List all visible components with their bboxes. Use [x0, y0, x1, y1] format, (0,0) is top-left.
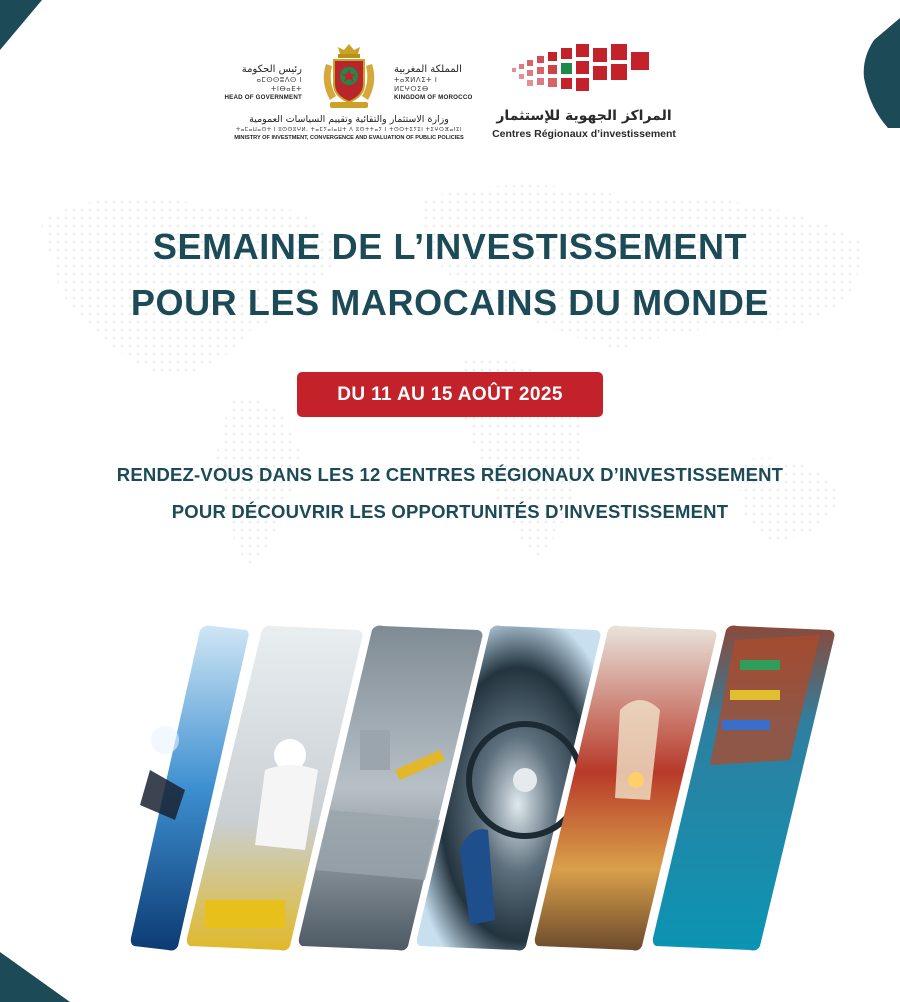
cri-mosaic-logo-icon — [510, 42, 660, 106]
subtitle-line-1: RENDEZ-VOUS DANS LES 12 CENTRES RÉGIONAUX D’INVESTISSEMENT — [116, 464, 784, 485]
ministry-label: وزارة الاستثمار والتقائية وتقييم السياسات العمومية ⵜⴰⵎⴰⵡⴰⵙⵜ ⵏ ⵓⵙⵙⵓⵖⵍ, ⵜⴰⵎⵢⴰⵏⴰⵡⵜ ⴷ ⵓⵙⵜⵜⴰⵢ ⵏ ⵜⵙⵔⵜⵉⵢⵉⵏ ⵜⵉⵖⵔⴼⴰⵏⵉⵏ MINISTRY OF INVESTMENT, CONVERGENCE AND EVALUATION OF PUBLIC POLICIES — [234, 114, 464, 141]
royal-crest-icon — [316, 42, 382, 110]
image-strip — [0, 620, 900, 960]
subtitle-line-2: POUR DÉCOUVRIR LES OPPORTUNITÉS D’INVESTISSEMENT — [171, 501, 729, 522]
cri-arabic-label: المراكز الجهوية للإستثمار — [496, 108, 672, 124]
government-logo-block — [224, 38, 474, 148]
corner-decoration-top-right — [860, 18, 900, 128]
kingdom-of-morocco-label: المملكة المغربية ⵜⴰⴳⵍⴷⵉⵜ ⵏ ⵍⵎⵖⵔⵉⴱ KINGDOM OF MOROCCO — [394, 64, 473, 101]
cri-latin-label: Centres Régionaux d’investissement — [492, 128, 676, 140]
date-badge: DU 11 AU 15 AOÛT 2025 — [297, 372, 603, 417]
cri-logo-block — [486, 42, 682, 142]
main-title-line-2: POUR LES MAROCAINS DU MONDE — [130, 282, 770, 323]
head-of-government-label: رئيس الحكومة ⴰⵎⵙⵙⵓⴷⵙ ⵏ ⵜⵏⴱⴰⴹⵜ HEAD OF GOVERNMENT — [224, 64, 302, 101]
corner-decoration-top-left — [0, 0, 60, 60]
main-title-line-1: SEMAINE DE L’INVESTISSEMENT — [152, 226, 748, 267]
